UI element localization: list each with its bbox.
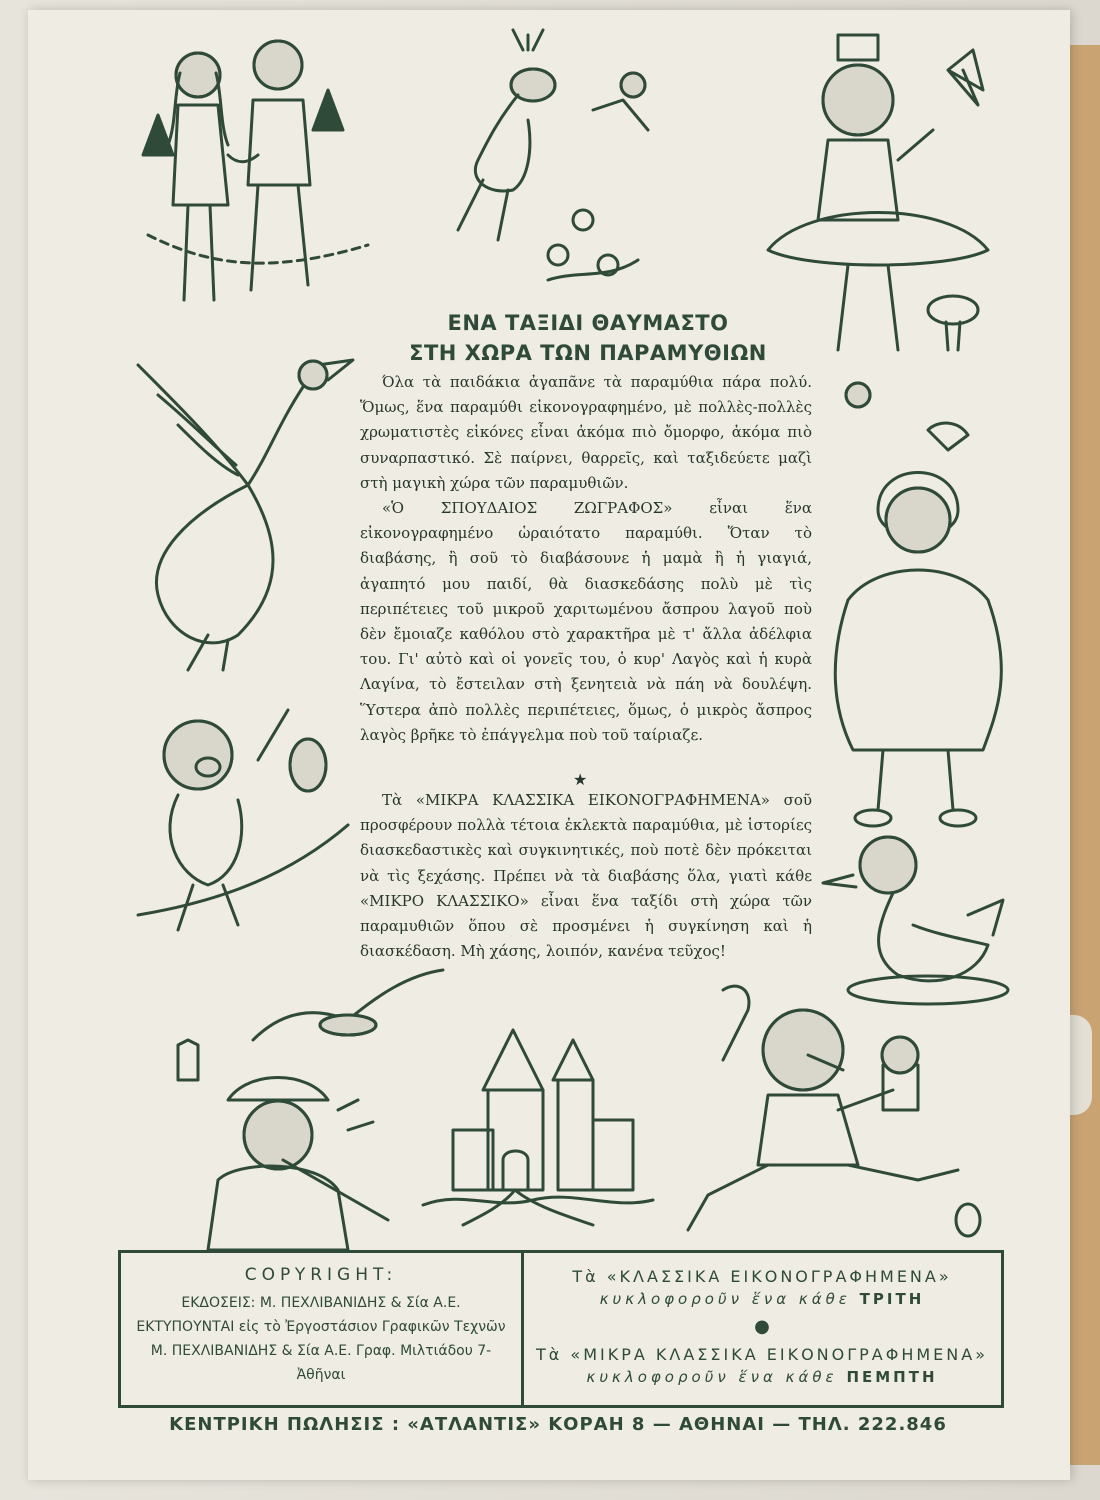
publisher-line-4: Ἀθῆναι — [296, 1367, 346, 1383]
title-line-2: ΣΤΗ ΧΩΡΑ ΤΩΝ ΠΑΡΑΜΥΘΙΩΝ — [409, 341, 767, 365]
series-1-schedule — [531, 1290, 993, 1308]
series-bullet: ● — [754, 1316, 770, 1337]
publisher-box — [118, 1250, 1004, 1408]
separator-star: ★ — [573, 770, 588, 789]
hooded-girl-illustration — [788, 370, 1028, 830]
paragraph-series: Τὰ «ΜΙΚΡΑ ΚΛΑΣΣΙΚΑ ΕΙΚΟΝΟΓΡΑΦΗΜΕΝΑ» σοῦ προσφέρουν πολλὰ τέτοια ἐκλεκτὰ παραμύθια, μὲ ἱστορίες διασκεδαστικὲς καὶ συγκινητικές, ποὺ ποτὲ δὲν πρόκειται νὰ τὶς ξεχάσης. Πρέπει νὰ τὰ διαβάσης ὅλα, γιατὶ κάθε «ΜΙΚΡΟ ΚΛΑΣΣΙΚΟ» εἶναι ἕνα ταξίδι στὴ χώρα τῶν παραμυθιῶν ὅπου σὲ προσμένει ἡ συγκίνηση καὶ ἡ διασκέδαση. Μὴ χάσης, λοιπόν, κανένα τεῦχος! — [360, 791, 812, 961]
series-2-title: Τὰ «ΜΙΚΡΑ ΚΛΑΣΣΙΚΑ ΕΙΚΟΝΟΓΡΑΦΗΜΕΝΑ» — [536, 1345, 988, 1364]
castle-illustration — [423, 1010, 653, 1230]
publisher-line-3: Μ. ΠΕΧΛΙΒΑΝΙΔΗΣ & Σία Α.Ε. Γραφ. Μιλτιάδου 7- — [150, 1343, 492, 1359]
children-illustration — [118, 35, 388, 325]
paragraph-intro: Όλα τὰ παιδάκια ἀγαπᾶνε τὰ παραμύθια πάρα πολύ. Ὅμως, ἕνα παραμύθι εἰκονογραφημένο, μὲ πολλὲς-πολλὲς χρωματιστὲς εἰκόνες εἶναι ἀκόμα πιὸ ὄμορφο, ἀκόμα πιὸ συναρπαστικό. Σὲ παίρνει, θαρρεῖς, καὶ ταξιδεύετε μαζὶ στὴ μαγικὴ χώρα τῶν παραμυθιῶν. — [360, 373, 812, 492]
publisher-line-1: ΕΚΔΟΣΕΙΣ: Μ. ΠΕΧΛΙΒΑΝΙΔΗΣ & Σία Α.Ε. — [181, 1295, 461, 1311]
series-2-note: κυκλοφοροῦν ἕνα κάθε — [586, 1368, 838, 1386]
series-1-note: κυκλοφοροῦν ἕνα κάθε — [599, 1290, 851, 1308]
distribution-footer: ΚΕΝΤΡΙΚΗ ΠΩΛΗΣΙΣ : «ΑΤΛΑΝΤΙΣ» ΚΟΡΑΗ 8 — ΑΘΗΝΑΙ — ΤΗΛ. 222.846 — [169, 1414, 947, 1435]
pig-illustration — [138, 705, 358, 935]
article-body-2 — [360, 788, 812, 964]
box-divider — [521, 1253, 524, 1405]
goose-illustration — [118, 335, 358, 675]
article-body — [360, 370, 812, 748]
series-section — [531, 1267, 993, 1386]
deer-illustration — [418, 30, 688, 300]
copyright-label: COPYRIGHT: — [244, 1265, 398, 1285]
copyright-section — [121, 1265, 521, 1387]
publisher-line-2: ΕΚΤΥΠΟΥΝΤΑΙ εἰς τὸ Ἐργοστάσιον Γραφικῶν Τεχνῶν — [136, 1319, 506, 1335]
boy-with-candy-illustration — [668, 980, 998, 1240]
series-2-day: ΠΕΜΠΤΗ — [846, 1368, 938, 1386]
series-2-schedule — [531, 1368, 993, 1386]
paragraph-story: «Ὁ ΣΠΟΥΔΑΙΟΣ ΖΩΓΡΑΦΟΣ» εἶναι ἕνα εἰκονογραφημένο ὡραιότατο παραμύθι. Ὅταν τὸ διαβάσης, ἢ σοῦ τὸ διαβάσουνε ἡ μαμὰ ἢ ἡ γιαγιά, ἀγαπητό μου παιδί, θὰ διασκεδάσης πολὺ μὲ τὶς περιπέτειες τοῦ μικροῦ χαριτωμένου ἄσπρου λαγοῦ ποὺ δὲν ἔμοιαζε καθόλου στὸ χαρακτῆρα μὲ τ' ἄλλα ἀδέλφια του. Γι' αὐτὸ καὶ οἱ γονεῖς του, ὁ κυρ' Λαγὸς καὶ ἡ κυρὰ Λαγίνα, τὸ ἔστειλαν στὴ ξενητειὰ νὰ πάη νὰ δουλέψη. Ὕστερα ἀπὸ πολλὲς περιπέτειες, ὅμως, ὁ μικρὸς ἄσπρος λαγὸς βρῆκε τὸ ἐπάγγελμα ποὺ τοῦ ταίριαζε. — [360, 499, 812, 744]
series-1-day: ΤΡΙΤΗ — [859, 1290, 925, 1308]
piper-illustration — [158, 1040, 398, 1250]
title-line-1: ΕΝΑ ΤΑΞΙΔΙ ΘΑΥΜΑΣΤΟ — [447, 311, 729, 335]
series-1-title: Τὰ «ΚΛΑΣΣΙΚΑ ΕΙΚΟΝΟΓΡΑΦΗΜΕΝΑ» — [572, 1267, 952, 1286]
article-title — [318, 308, 858, 368]
